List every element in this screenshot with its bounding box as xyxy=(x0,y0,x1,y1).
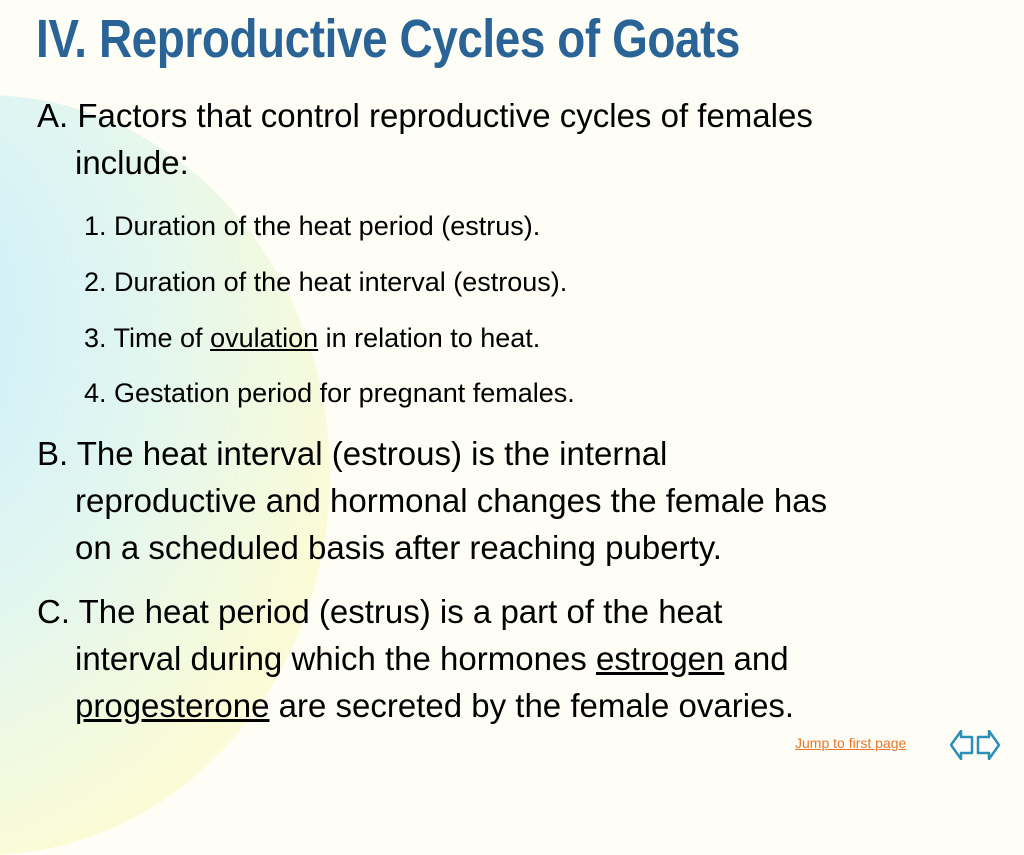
point-c: C. The heat period (estrus) is a part of the heat interval during which the hormones estrogen and progesterone are secreted by the female ovaries. xyxy=(37,588,997,729)
point-a: A. Factors that control reproductive cycles of females include: xyxy=(37,92,997,186)
point-b-line-3: on a scheduled basis after reaching puberty. xyxy=(75,529,722,566)
sub-item-3: 3. Time of ovulation in relation to heat. xyxy=(84,323,541,353)
point-c-line-3: progesterone are secreted by the female ovaries. xyxy=(75,687,795,724)
jump-to-first-page-link[interactable]: Jump to first page xyxy=(795,735,907,751)
point-b-line-1: The heat interval (estrous) is the internal xyxy=(76,435,668,472)
back-arrow-icon[interactable] xyxy=(950,730,974,760)
progesterone-link[interactable]: progesterone xyxy=(75,687,270,724)
point-b: B. The heat interval (estrous) is the internal reproductive and hormonal changes the female has on a scheduled basis after reaching puberty. xyxy=(37,430,997,571)
point-a-line-2: include: xyxy=(75,144,189,181)
slide-title: IV. Reproductive Cycles of Goats xyxy=(36,9,741,69)
point-c-line-2: interval during which the hormones estrogen and xyxy=(75,640,789,677)
back-forward-arrows-icon[interactable] xyxy=(950,730,1000,760)
point-c-line-1: The heat period (estrus) is a part of the heat xyxy=(78,593,723,630)
sub-item-4: 4. Gestation period for pregnant females. xyxy=(84,378,575,408)
point-a-line-1: Factors that control reproductive cycles of females xyxy=(77,97,813,134)
forward-arrow-icon[interactable] xyxy=(976,730,1000,760)
estrogen-link[interactable]: estrogen xyxy=(595,640,725,677)
point-b-line-2: reproductive and hormonal changes the female has xyxy=(75,482,828,519)
sub-item-2: 2. Duration of the heat interval (estrous). xyxy=(84,267,568,297)
ovulation-link[interactable]: ovulation xyxy=(210,323,319,353)
sub-item-1: 1. Duration of the heat period (estrus). xyxy=(84,211,541,241)
